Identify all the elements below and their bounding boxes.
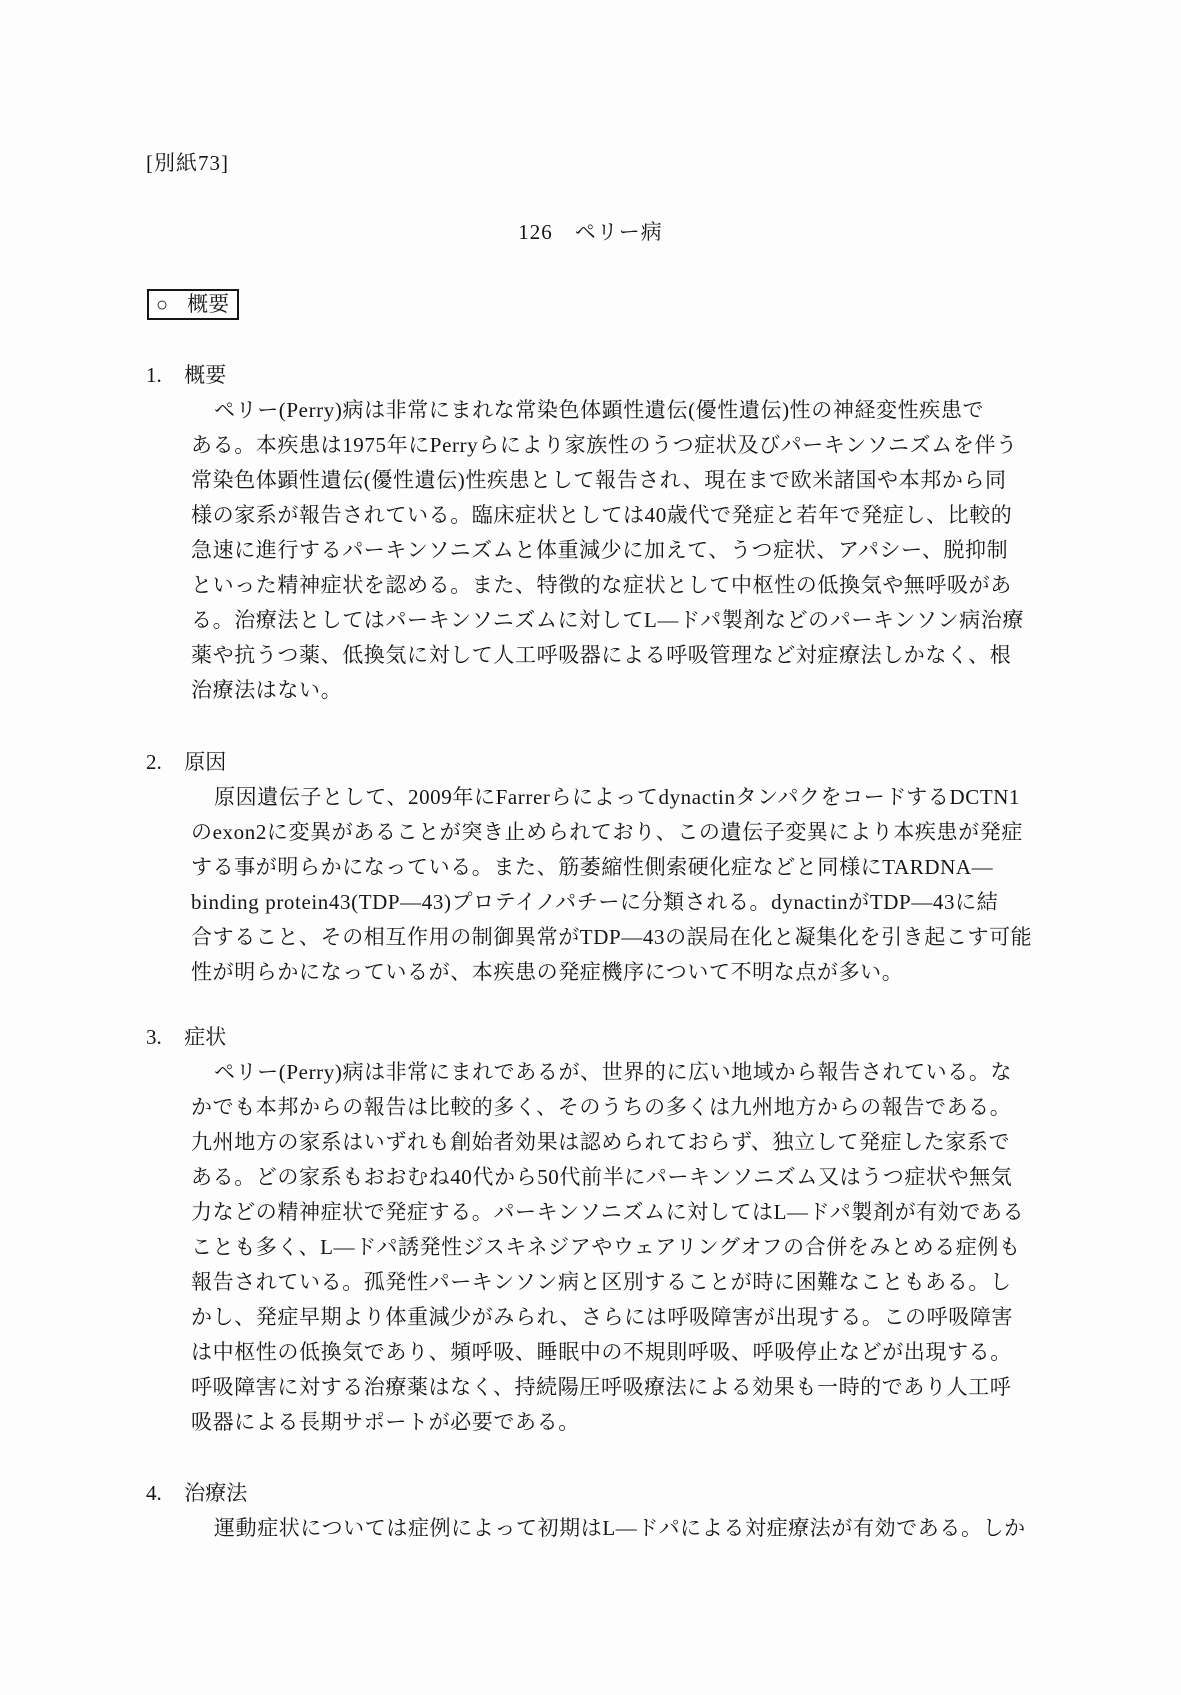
- section-body: [191, 1055, 1058, 1440]
- section-body: [191, 780, 1058, 990]
- overview-box: [147, 289, 239, 320]
- section-number: 4.: [146, 1481, 162, 1505]
- body-line: 様の家系が報告されている。臨床症状としては40歳代で発症と若年で発症し、比較的: [191, 503, 1013, 527]
- body-line: 薬や抗うつ薬、低換気に対して人工呼吸器による呼吸管理など対症療法しかなく、根: [191, 643, 1012, 667]
- section-body: [191, 1511, 1058, 1546]
- section-heading: [146, 1020, 1058, 1055]
- document-section: [146, 1020, 1058, 1440]
- body-line: 吸器による長期サポートが必要である。: [191, 1410, 580, 1434]
- section-body: [191, 393, 1058, 708]
- body-line: といった精神症状を認める。また、特徴的な症状として中枢性の低換気や無呼吸があ: [191, 573, 1012, 597]
- body-line: 報告されている。孤発性パーキンソン病と区別することが時に困難なこともある。し: [191, 1270, 1012, 1294]
- body-line: る。治療法としてはパーキンソニズムに対してL―ドパ製剤などのパーキンソン病治療: [191, 608, 1024, 632]
- body-line: 原因遺伝子として、2009年にFarrerらによってdynactinタンパクをコードするDCTN1: [214, 785, 1021, 809]
- body-line: する事が明らかになっている。また、筋萎縮性側索硬化症などと同様にTARDNA―: [191, 855, 994, 879]
- section-heading: [146, 1476, 1058, 1511]
- overview-box-label: 概要: [187, 292, 230, 316]
- body-line: のexon2に変異があることが突き止められており、この遺伝子変異により本疾患が発症: [191, 820, 1023, 844]
- body-line: ペリー(Perry)病は非常にまれであるが、世界的に広い地域から報告されている。な: [214, 1060, 1013, 1084]
- body-line: 力などの精神症状で発症する。パーキンソニズムに対してはL―ドパ製剤が有効である: [191, 1200, 1025, 1224]
- section-title: 治療法: [184, 1481, 248, 1505]
- section-number: 3.: [146, 1025, 162, 1049]
- section-title: 概要: [184, 363, 227, 387]
- body-line: かでも本邦からの報告は比較的多く、そのうちの多くは九州地方からの報告である。: [191, 1095, 1012, 1119]
- body-line: binding protein43(TDP―43)プロテイノパチーに分類される。dynactinがTDP―43に結: [191, 890, 999, 914]
- page-title: 126 ペリー病: [518, 220, 663, 244]
- body-line: ことも多く、L―ドパ誘発性ジスキネジアやウェアリングオフの合併をみとめる症例も: [191, 1235, 1021, 1259]
- body-line: 運動症状については症例によって初期はL―ドパによる対症療法が有効である。しか: [214, 1516, 1026, 1540]
- body-line: 性が明らかになっているが、本疾患の発症機序について不明な点が多い。: [191, 960, 904, 984]
- body-line: ある。どの家系もおおむね40代から50代前半にパーキンソニズム又はうつ症状や無気: [191, 1165, 1013, 1189]
- section-number: 2.: [146, 750, 162, 774]
- body-line: 九州地方の家系はいずれも創始者効果は認められておらず、独立して発症した家系で: [191, 1130, 1011, 1154]
- document-section: [146, 1476, 1058, 1546]
- body-line: 合すること、その相互作用の制御異常がTDP―43の誤局在化と凝集化を引き起こす可能: [191, 925, 1033, 949]
- section-heading: [146, 745, 1058, 780]
- body-line: ペリー(Perry)病は非常にまれな常染色体顕性遺伝(優性遺伝)性の神経変性疾患で: [214, 398, 985, 422]
- document-section: [146, 745, 1058, 990]
- body-line: かし、発症早期より体重減少がみられ、さらには呼吸障害が出現する。この呼吸障害: [191, 1305, 1014, 1329]
- section-title: 症状: [184, 1025, 227, 1049]
- body-line: ある。本疾患は1975年にPerryらにより家族性のうつ症状及びパーキンソニズムを伴う: [191, 433, 1018, 457]
- section-number: 1.: [146, 363, 162, 387]
- body-line: 常染色体顕性遺伝(優性遺伝)性疾患として報告され、現在まで欧米諸国や本邦から同: [191, 468, 1007, 492]
- section-title: 原因: [184, 750, 227, 774]
- circle-marker-icon: ○: [156, 293, 169, 316]
- body-line: 呼吸障害に対する治療薬はなく、持続陽圧呼吸療法による効果も一時的であり人工呼: [191, 1375, 1012, 1399]
- document-section: [146, 358, 1058, 708]
- body-line: は中枢性の低換気であり、頻呼吸、睡眠中の不規則呼吸、呼吸停止などが出現する。: [191, 1340, 1012, 1364]
- body-line: 治療法はない。: [191, 678, 343, 702]
- attachment-label: [別紙73]: [146, 151, 229, 175]
- section-heading: [146, 358, 1058, 393]
- body-line: 急速に進行するパーキンソニズムと体重減少に加えて、うつ症状、アパシー、脱抑制: [191, 538, 1009, 562]
